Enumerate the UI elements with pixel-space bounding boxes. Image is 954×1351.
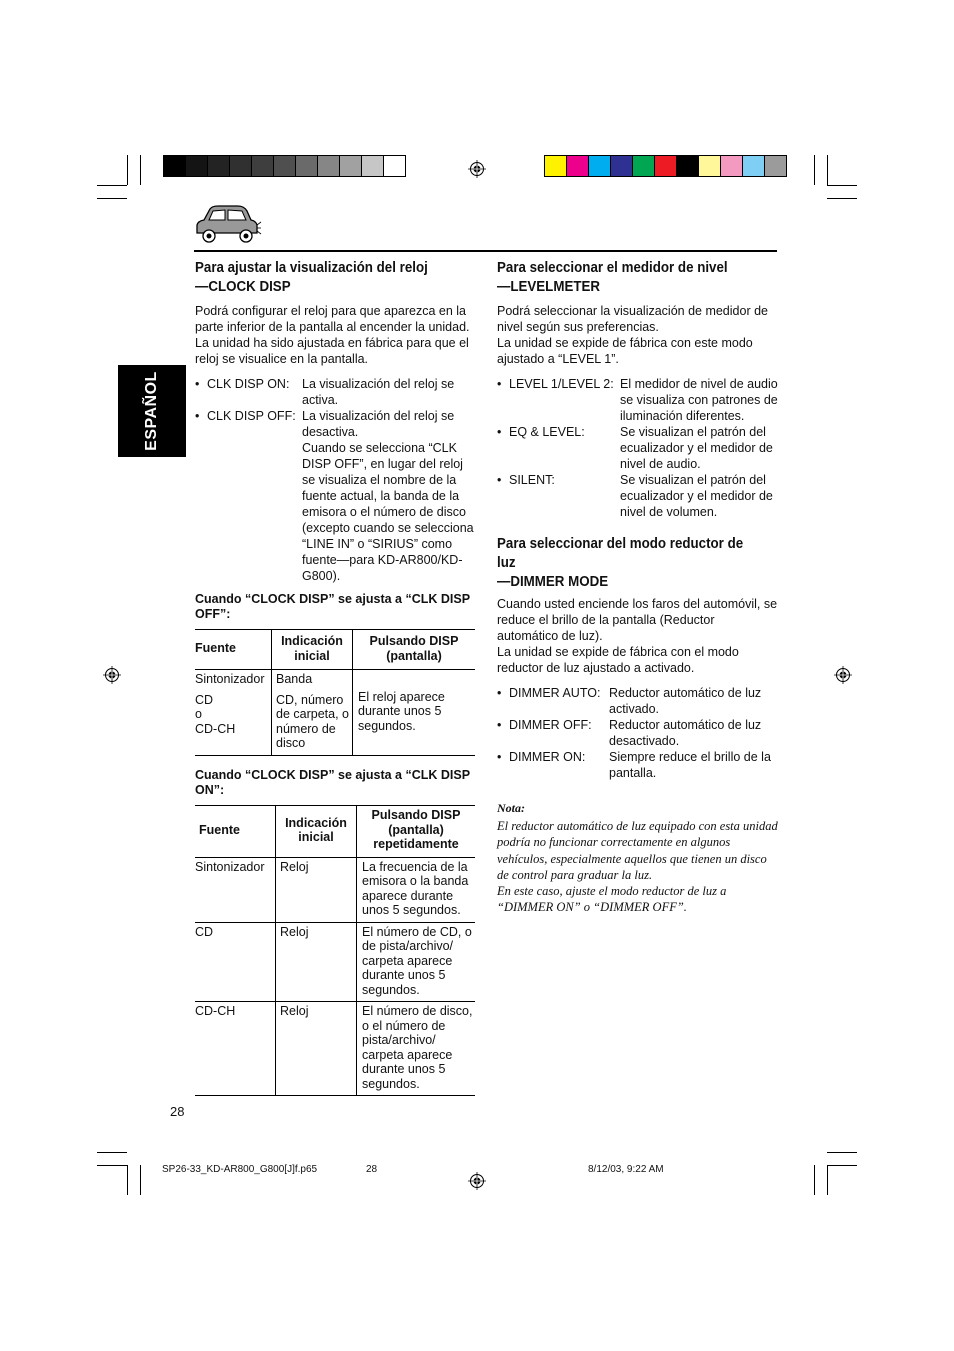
color-swatch (384, 156, 405, 176)
section-title: Para seleccionar del modo reductor de luz —DIMMER MODE (497, 536, 744, 590)
note-text: El reductor automático de luz equipado con esta unidad podría no funcionar correctamente en algunos vehículos, especialmente aquellos que tienen un disco de control para graduar la luz. (497, 819, 778, 882)
color-swatch (252, 156, 274, 176)
color-swatch (743, 156, 765, 176)
table-cell: El reloj aparece durante unos 5 segundos. (353, 670, 476, 756)
intro-text: La unidad ha sido ajustada en fábrica para que el reloj se visualice en la pantalla. (195, 336, 469, 366)
color-swatch (340, 156, 362, 176)
level-option-list (497, 376, 779, 520)
clk-disp-off-table (195, 629, 475, 756)
color-swatch (699, 156, 721, 176)
table-cell: Reloj (276, 922, 357, 1002)
table-row (195, 1002, 475, 1096)
list-item: • DIMMER OFF: Reductor automático de luz desactivado. (497, 718, 762, 748)
language-tab-label: ESPAÑOL (143, 371, 160, 451)
table-row (195, 857, 475, 922)
clock-disp-section (195, 259, 477, 1096)
list-item: • DIMMER AUTO: Reductor automático de luz activado. (497, 686, 762, 716)
list-item: • CLK DISP ON: La visualización del reloj se activa. (195, 377, 455, 407)
table-cell: La frecuencia de la emisora o la banda aparece durante unos 5 segundos. (357, 857, 476, 922)
table-cell: CD, número de carpeta, o número de disco (272, 691, 353, 756)
table-caption: Cuando “CLOCK DISP” se ajusta a “CLK DISP OFF”: (195, 592, 470, 621)
color-swatch (296, 156, 318, 176)
footer-date: 8/12/03, 9:22 AM (588, 1164, 664, 1175)
table-cell: El número de CD, o de pista/archivo/ carpeta aparece durante unos 5 segundos. (357, 922, 476, 1002)
registration-mark-icon (468, 1172, 486, 1190)
color-swatch (589, 156, 611, 176)
clock-option-list (195, 376, 477, 584)
color-swatch (633, 156, 655, 176)
table-cell: Sintonizador (195, 859, 265, 874)
registration-mark-icon (103, 666, 121, 684)
list-item: • DIMMER ON: Siempre reduce el brillo de la pantalla. (497, 750, 771, 780)
color-calibration-bar (544, 155, 787, 177)
intro-text: La unidad se expide de fábrica con el modo reductor de luz ajustado a activado. (497, 645, 739, 675)
registration-mark-icon (468, 160, 486, 178)
table-cell: El número de disco, o el número de pista/archivo/ carpeta aparece durante unos 5 segundos. (357, 1002, 476, 1096)
intro-text: Cuando usted enciende los faros del automóvil, se reduce el brillo de la pantalla (Reductor automático de luz). (497, 597, 778, 643)
table-cell: Sintonizador (195, 672, 265, 686)
table-cell: CD (195, 924, 214, 939)
table-header: Indicación inicial (276, 805, 357, 857)
color-swatch (362, 156, 384, 176)
list-item: • LEVEL 1/LEVEL 2: El medidor de nivel de audio se visualiza con patrones de iluminación diferentes. (497, 377, 778, 423)
section-title: Para ajustar la visualización del reloj —CLOCK DISP (195, 260, 428, 295)
table-caption: Cuando “CLOCK DISP” se ajusta a “CLK DISP ON”: (195, 767, 470, 797)
color-swatch (765, 156, 786, 176)
language-tab (118, 365, 186, 457)
color-swatch (274, 156, 296, 176)
table-cell: CD-CH (195, 1004, 236, 1018)
note-text: En este caso, ajuste el modo reductor de luz a “DIMMER ON” o “DIMMER OFF”. (497, 884, 727, 915)
color-swatch (611, 156, 633, 176)
table-header: Indicación inicial (272, 630, 353, 670)
table-cell: CD o CD-CH (195, 692, 236, 736)
table-header: Fuente (195, 641, 236, 656)
registration-mark-icon (834, 666, 852, 684)
section-title: Para seleccionar el medidor de nivel —LEVELMETER (497, 260, 728, 295)
color-swatch (186, 156, 208, 176)
color-swatch (164, 156, 186, 176)
color-swatch (230, 156, 252, 176)
gray-color-bar (163, 155, 406, 177)
color-swatch (318, 156, 340, 176)
color-swatch (677, 156, 699, 176)
list-item: • SILENT: Se visualizan el patrón del ecualizador y el medidor de nivel de volumen. (497, 473, 773, 519)
intro-text: La unidad se expide de fábrica con este modo ajustado a “LEVEL 1”. (497, 336, 753, 366)
table-cell: Banda (272, 670, 353, 691)
table-row (195, 922, 475, 1002)
color-swatch (655, 156, 677, 176)
table-header: Pulsando DISP (pantalla) repetidamente (357, 805, 476, 857)
table-header: Pulsando DISP (pantalla) (353, 630, 476, 670)
list-item: • EQ & LEVEL: Se visualizan el patrón del ecualizador y el medidor de nivel de audio. (497, 425, 773, 471)
intro-text: Podrá configurar el reloj para que aparezca en la parte inferior de la pantalla al encender la unidad. (195, 304, 470, 334)
dimmer-option-list (497, 685, 779, 781)
clk-disp-on-table (195, 805, 475, 1097)
color-swatch (545, 156, 567, 176)
header-rule (194, 250, 777, 252)
color-swatch (721, 156, 743, 176)
table-cell: Reloj (276, 857, 357, 922)
page-number: 28 (170, 1104, 185, 1119)
intro-text: Podrá seleccionar la visualización de medidor de nivel según sus preferencias. (497, 304, 768, 334)
list-item: • CLK DISP OFF: La visualización del reloj se desactiva. Cuando se selecciona “CLK DISP OFF”, en lugar del reloj se visualiza el nombre de la fuente actual, la banda de la emisora o el número de disco (excepto cuando se selecciona “LINE IN” o “SIRIUS” como fuente—para KD-AR800/KD-G800). (195, 409, 474, 583)
note-title: Nota: (497, 801, 525, 815)
table-row (195, 670, 475, 691)
footer-filename: SP26-33_KD-AR800_G800[J]f.p65 (162, 1164, 318, 1175)
color-swatch (567, 156, 589, 176)
levelmeter-section (497, 259, 779, 916)
color-swatch (208, 156, 230, 176)
table-cell: Reloj (276, 1002, 357, 1096)
footer-page: 28 (366, 1164, 378, 1175)
table-header: Fuente (199, 822, 240, 837)
car-icon (194, 203, 262, 247)
